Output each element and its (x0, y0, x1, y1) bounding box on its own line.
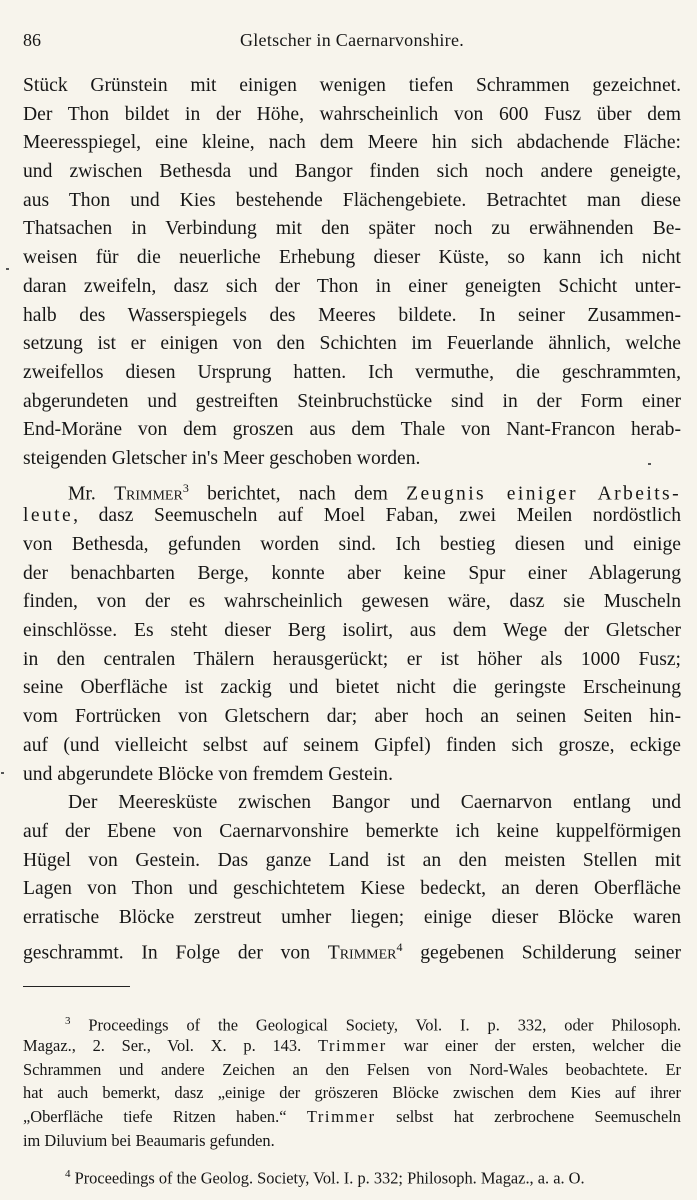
emphasis-spaced: Trimmer (317, 1035, 387, 1055)
text-line: steigenden Gletscher in's Meer geschoben worden. (23, 447, 421, 469)
text-line: Hügel von Gestein. Das ganze Land ist an den meisten Stellen mit (23, 849, 681, 871)
page-number: 86 (23, 30, 41, 50)
footnote-line (23, 1010, 681, 1034)
footnote-line (23, 1163, 681, 1187)
text-run: gegebenen Schilderung seiner (402, 942, 681, 964)
text-line: auf der Ebene von Caernarvonshire bemerkte ich keine kuppelförmigen (23, 820, 681, 842)
text-run: Mr. (68, 483, 115, 505)
text-line: Thatsachen in Verbindung mit den später noch zu erwähnenden Be- (23, 218, 681, 240)
text-line: in den centralen Thälern herausgerückt; er ist höher als 1000 Fusz; (23, 648, 681, 670)
paragraph-first-line: Der Meeresküste zwischen Bangor und Caernarvon entlang und (68, 792, 681, 814)
footnote-marker: 3 (65, 1015, 71, 1027)
text-line: Meeresspiegel, eine kleine, nach dem Meere hin sich abdachende Fläche: (23, 132, 681, 154)
text-run: „Oberfläche tiefe Ritzen haben.“ (23, 1107, 307, 1127)
author-name: Trimmer (114, 483, 183, 505)
text-line: auf (und vielleicht selbst auf seinem Gipfel) finden sich grosze, eckige (23, 734, 681, 756)
text-line: erratische Blöcke zerstreut umher liegen; einige dieser Blöcke waren (23, 906, 681, 928)
footnote-ref[interactable]: 4 (396, 939, 403, 954)
text-line: und zwischen Bethesda und Bangor finden sich noch andere geneigte, (23, 161, 681, 183)
footnote-4 (23, 1163, 681, 1187)
scan-speck (1, 772, 4, 774)
main-text (23, 72, 681, 964)
footnote-divider (23, 986, 130, 987)
text-line: abgerundeten und gestreiften Steinbruchstücke sind in der Form einer (23, 390, 681, 412)
text-line: setzung ist er einigen von den Schichten im Feuerlande ähnlich, welche (23, 333, 681, 355)
text-run: Proceedings of the Geolog. Society, Vol. I. p. 332; Philosoph. Magaz., a. a. O. (74, 1168, 585, 1188)
footnotes (23, 1010, 681, 1187)
text-line: einschlösse. Es steht dieser Berg isolirt, aus dem Wege der Gletscher (23, 620, 681, 642)
text-run: Proceedings of the Geological Society, Vol. I. p. 332, oder Philosoph. (88, 1015, 681, 1035)
scan-speck (648, 463, 651, 465)
footnote-line: Schrammen und andere Zeichen an den Felsen von Nord-Wales beobachtete. Er (23, 1059, 681, 1079)
text-line (23, 933, 681, 962)
author-name: Trimmer (327, 942, 397, 964)
footnote-line (23, 1034, 681, 1058)
text-line: aus Thon und Kies bestehende Flächengebiete. Betrachtet man diese (23, 189, 681, 211)
text-run: Magaz., 2. Ser., Vol. X. p. 143. (23, 1035, 318, 1055)
text-line: Der Thon bildet in der Höhe, wahrscheinlich von 600 Fusz über dem (23, 103, 681, 125)
text-line: seine Oberfläche ist zackig und bietet nicht die geringste Erscheinung (23, 677, 681, 699)
footnote-line: hat auch bemerkt, dasz „einige der gröszeren Blöcke zwischen dem Kies auf ihrer (23, 1083, 681, 1103)
footnote-line: im Diluvium bei Beaumaris gefunden. (23, 1130, 275, 1150)
text-run: selbst hat zerbrochene Seemuscheln (375, 1107, 682, 1127)
emphasis-spaced: Zeugnis einiger Arbeits- (406, 483, 681, 505)
paragraph-first-line (23, 474, 681, 503)
footnote-line (23, 1105, 681, 1129)
emphasis-spaced: Trimmer (306, 1107, 376, 1127)
text-line: und abgerundete Blöcke von fremdem Gestein. (23, 763, 393, 785)
text-run: berichtet, nach dem (188, 483, 407, 505)
text-line: der benachbarten Berge, konnte aber keine Spur einer Ablagerung (23, 562, 681, 584)
text-line: daran zweifeln, dasz sich der Thon in einer geneigten Schicht unter- (23, 275, 681, 297)
text-line: halb des Wasserspiegels des Meeres bildete. In seiner Zusammen- (23, 304, 681, 326)
running-title: Gletscher in Caernarvonshire. (239, 30, 465, 50)
running-header (23, 30, 681, 56)
text-run: war einer der ersten, welcher die (386, 1035, 682, 1055)
text-line: weisen für die neuerliche Erhebung dieser Küste, so kann ich nicht (23, 247, 681, 269)
text-line: vom Fortrücken von Gletschern dar; aber hoch an seinen Seiten hin- (23, 706, 681, 728)
scan-speck (6, 268, 9, 270)
emphasis-spaced: leute (23, 505, 74, 527)
footnote-3 (23, 1010, 681, 1153)
text-line: Lagen von Thon und geschichtetem Kiese bedeckt, an deren Oberfläche (23, 878, 681, 900)
footnote-marker: 4 (65, 1167, 71, 1180)
text-line: End-Moräne von dem groszen aus dem Thale von Nant-Francon herab- (23, 419, 681, 441)
text-line: von Bethesda, gefunden worden sind. Ich bestieg diesen und einige (23, 534, 681, 555)
text-line (23, 502, 681, 531)
text-line: zweifellos diesen Ursprung hatten. Ich vermuthe, die geschrammten, (23, 361, 681, 383)
text-run: , dasz Seemuscheln auf Moel Faban, zwei Meilen nordöstlich (73, 505, 681, 527)
text-run: geschrammt. In Folge der von (23, 942, 328, 964)
text-line: finden, von der es wahrscheinlich gewesen wäre, dasz sie Muscheln (23, 591, 681, 613)
text-line: Stück Grünstein mit einigen wenigen tiefen Schrammen gezeichnet. (23, 75, 681, 96)
footnote-ref[interactable]: 3 (182, 480, 189, 495)
